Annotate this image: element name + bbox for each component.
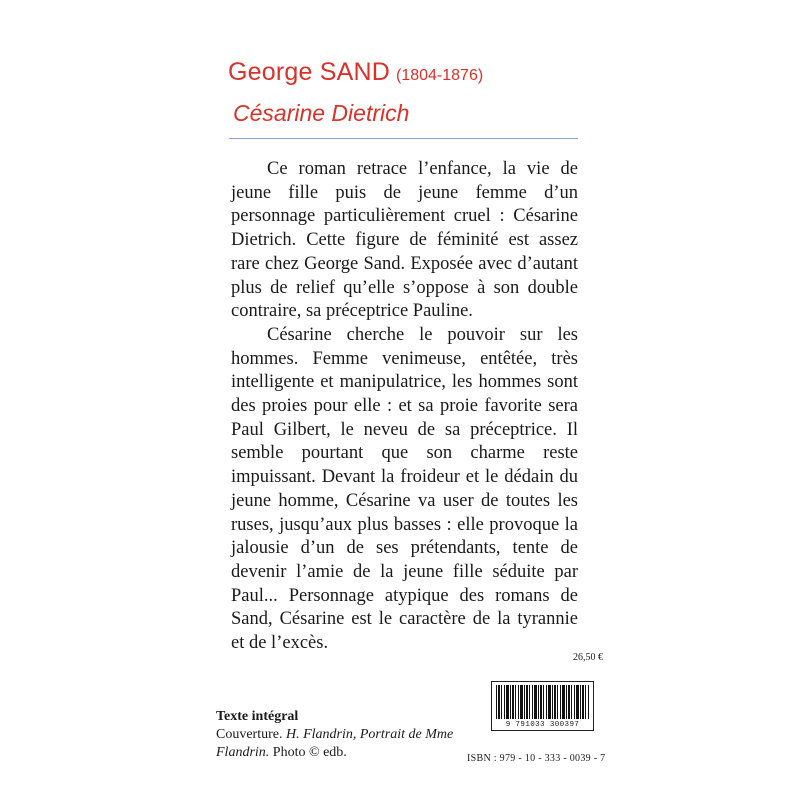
credits-block [216,708,453,762]
photo-label: Photo © [272,745,320,760]
blurb-paragraph: Césarine cherche le pouvoir sur les hommes. Femme venimeuse, entêtée, très intelligente et manipulatrice, les hommes sont des proies pour elle : et sa proie favorite sera Paul Gilbert, le neveu de sa préceptrice. Il semble pourtant que son charme reste impuissant. Devant la froideur et le dédain du jeune homme, Césarine va user de toutes les ruses, jusqu’aux plus basses : elle provoque la jalousie d’un de ses prétendants, tente de devenir l’amie de la jeune fille séduite par Paul... Personnage atypique des romans de Sand, Césarine est le caractère de la tyrannie et de l’excès. [231,324,578,654]
barcode-digits: 9 791033 300397 [505,721,580,729]
cover-title-part1: Portrait de Mme [359,727,454,742]
cover-credit-line [216,726,453,744]
photo-credit: edb. [323,745,347,760]
barcode-bars [496,685,589,719]
isbn-barcode [491,681,594,731]
author-dates: (1804-1876) [396,67,484,84]
cover-title-part2: Flandrin. [216,745,270,760]
author-line [228,58,483,87]
title-divider [229,138,578,139]
author-name: George SAND [228,58,390,86]
blurb-paragraph: Ce roman retrace l’enfance, la vie de jeune fille puis de jeune femme d’un personnage particulièrement cruel : Césarine Dietrich. Cette figure de féminité est assez rare chez George Sand. Exposée avec d’autant plus de relief qu’elle s’oppose à son double contraire, sa préceptrice Pauline. [231,159,578,322]
book-title: Césarine Dietrich [233,100,410,126]
back-cover-blurb [231,158,578,656]
cover-label: Couverture. [216,727,283,742]
credits-heading: Texte intégral [216,709,299,724]
price-label: 26,50 € [573,652,603,663]
photo-credit-line [216,744,453,762]
isbn-number: ISBN : 979 - 10 - 333 - 0039 - 7 [467,753,606,764]
cover-painter: H. Flandrin, [285,727,357,742]
